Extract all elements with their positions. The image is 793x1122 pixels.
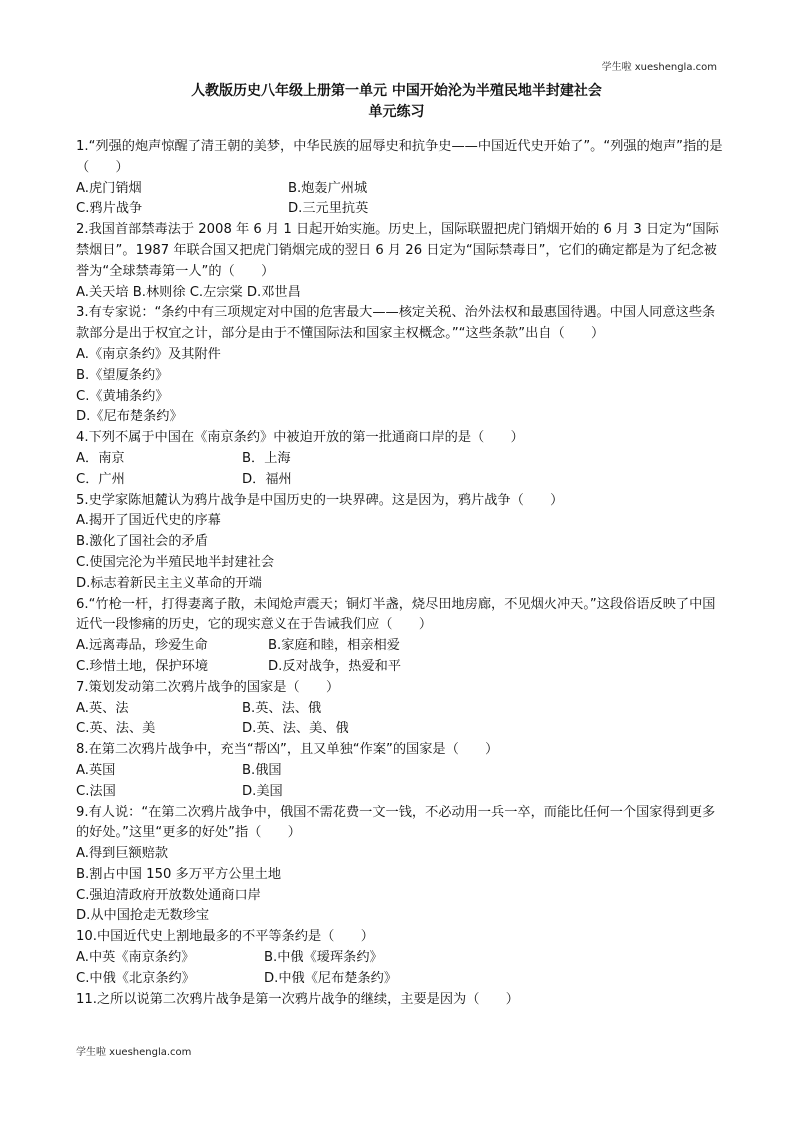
option: B.激化了国社会的矛盾 [76,534,208,550]
option: D.中俄《尼布楚条约》 [264,970,398,986]
question-7-stem: 7.策划发动第二次鸦片战争的国家是（ ） [76,679,340,695]
option: C.中俄《北京条约》 [76,970,195,986]
option: C.法国 [76,783,116,799]
option: B.俄国 [242,762,282,778]
question-2-stem: 2.我国首部禁毒法于 2008 年 6 月 1 日起开始实施。历史上，国际联盟把虎门销烟开始的 6 月 3 日定为“国际禁烟日”。1987 年联合国又把虎门销烟完成的翌日 6 月 26 日定为“国际禁毒日”，它们的确定都是为了纪念被誉为“全球禁毒第一人”的（ ） [76,222,719,279]
option: C.鸦片战争 [76,201,143,217]
option: A.《南京条约》及其附件 [76,346,221,362]
question-1-stem: 1.“列强的炮声惊醒了清王朝的美梦，中华民族的屈辱史和抗争史——中国近代史开始了”。“列强的炮声”指的是（ ） [76,139,723,175]
option: D.三元里抗英 [288,201,369,217]
question-10-options-row1 [76,948,724,969]
option: D．福州 [242,471,292,487]
question-6-options-row1 [76,636,724,657]
option: D.英、法、美、俄 [242,721,349,737]
option: D.美国 [242,783,283,799]
question-8-options-row1 [76,761,724,782]
option: A.远离毒品，珍爱生命 [76,638,208,654]
question-4-options-row2 [76,470,724,491]
option: A.中英《南京条约》 [76,950,195,966]
header-site-label: 学生啦 xueshengla.com [601,62,717,73]
question-6-stem: 6.“竹枪一杆，打得妻离子散，未闻炝声震天；铜灯半盏，烧尽田地房廊，不见烟火冲天。”这段俗语反映了中国近代一段惨痛的历史，它的现实意义在于告诫我们应（ ） [76,596,716,633]
question-7-options-row1 [76,699,724,720]
question-10-stem: 10.中国近代史上割地最多的不平等条约是（ ） [76,929,374,945]
option: C.英、法、美 [76,721,156,737]
question-2-options: A.关天培 B.林则徐 C.左宗棠 D.邓世昌 [76,284,301,300]
option: B．上海 [242,450,291,466]
option: B.割占中国 150 多万平方公里土地 [76,866,282,882]
question-7-options-row2 [76,719,724,740]
option: A.得到巨额赔款 [76,846,169,862]
option: B.家庭和睦，相亲相爱 [268,638,400,654]
question-4-stem: 4.下列不属于中国在《南京条约》中被迫开放的第一批通商口岸的是（ ） [76,430,524,446]
option: A.虎门销烟 [76,180,142,196]
option: A.英、法 [76,700,129,716]
question-4-options-row1 [76,449,724,470]
page-subtitle: 单元练习 [368,104,425,120]
option: D.从中国抢走无数珍宝 [76,908,210,924]
question-9-stem: 9.有人说：“在第二次鸦片战争中，俄国不需花费一文一钱，不必动用一兵一卒，而能比任何一个国家得到更多的好处。”这里“更多的好处”指（ ） [76,804,716,841]
option: A.揭开了国近代史的序幕 [76,513,221,529]
option: D.标志着新民主主义革命的开端 [76,575,262,591]
question-6-options-row2 [76,657,724,678]
option: B.《望厦条约》 [76,367,169,383]
option: B.炮轰广州城 [288,180,368,196]
question-10-options-row2 [76,969,724,990]
question-11-stem: 11.之所以说第二次鸦片战争是第一次鸦片战争的继续，主要是因为（ ） [76,991,519,1007]
question-8-stem: 8.在第二次鸦片战争中，充当“帮凶”，且又单独“作案”的国家是（ ） [76,742,499,758]
question-1-options-row1 [76,179,724,200]
option: D.《尼布楚条约》 [76,409,183,425]
option: C.珍惜土地，保护环境 [76,658,209,674]
question-5-stem: 5.史学家陈旭麓认为鸦片战争是中国历史的一块界碑。这是因为，鸦片战争（ ） [76,492,564,508]
option: D.反对战争，热爱和平 [268,658,402,674]
option: C.使国完沦为半殖民地半封建社会 [76,554,275,570]
option: B.英、法、俄 [242,700,322,716]
question-8-options-row2 [76,782,724,803]
option: C.《黄埔条约》 [76,388,169,404]
option: A.英国 [76,762,116,778]
option: B.中俄《瑷珲条约》 [264,950,383,966]
question-1-options-row2 [76,199,724,220]
option: C.强迫清政府开放数处通商口岸 [76,887,261,903]
question-3-stem: 3.有专家说：“条约中有三项规定对中国的危害最大——核定关税、治外法权和最惠国待遇。中国人同意这些条款部分是出于权宜之计，部分是由于不懂国际法和国家主权概念。”“这些条款”出自（ ） [76,305,716,342]
option: C．广州 [76,471,125,487]
option: A．南京 [76,450,125,466]
page-title: 人教版历史八年级上册第一单元 中国开始沦为半殖民地半封建社会 [191,83,602,99]
footer-site-label: 学生啦 xueshengla.com [76,1047,192,1058]
question-list [76,137,724,1010]
